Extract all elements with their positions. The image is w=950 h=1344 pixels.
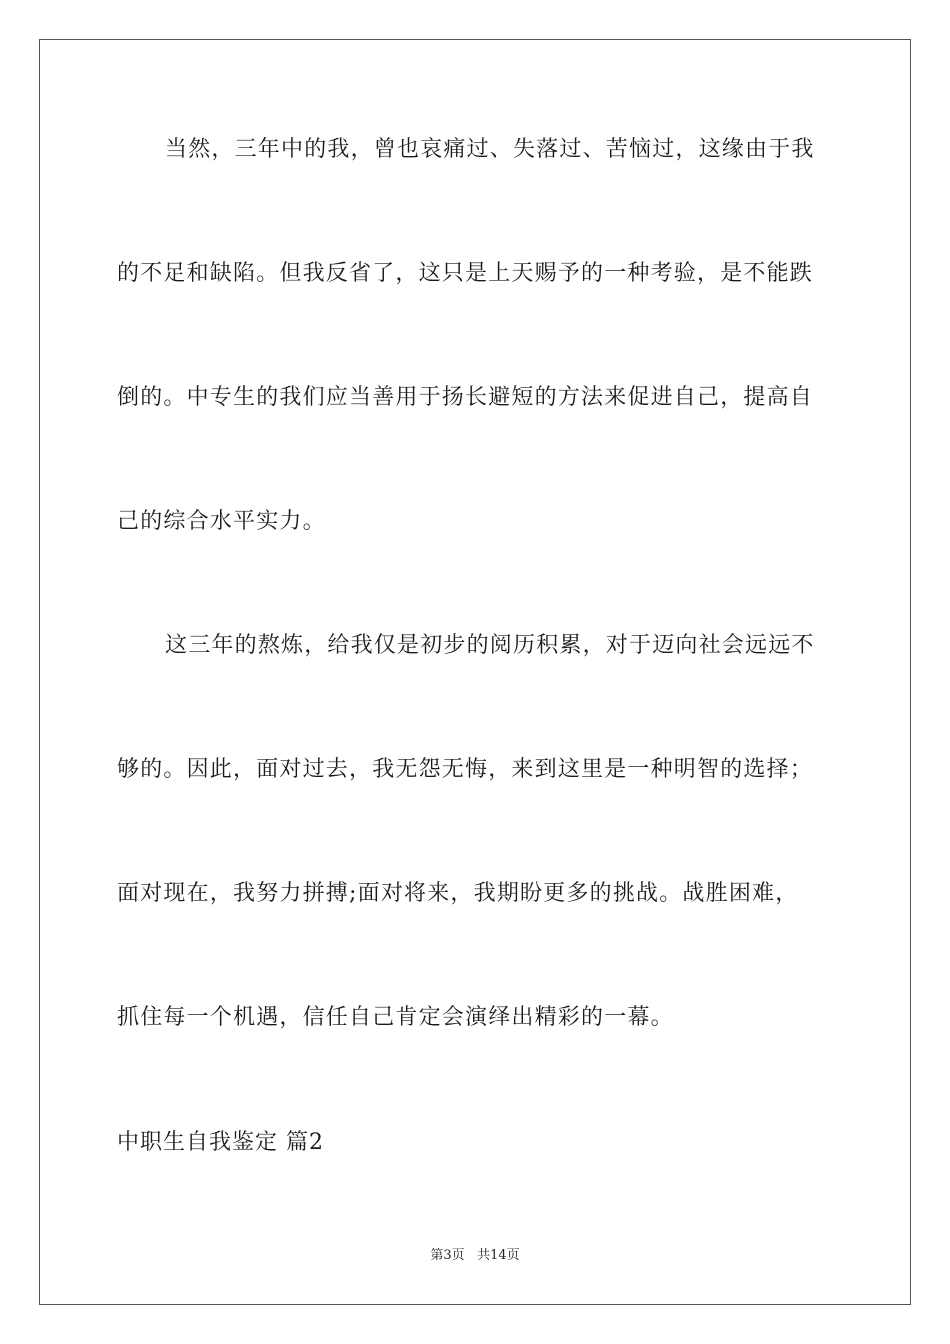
section-heading: 中职生自我鉴定 篇2 — [117, 1130, 324, 1155]
paragraph-line: 面对现在，我努力拼搏;面对将来，我期盼更多的挑战。战胜困难， — [117, 881, 799, 906]
paragraph-line: 够的。因此，面对过去，我无怨无悔，来到这里是一种明智的选择； — [117, 757, 814, 782]
current-page-label: 第3页 — [430, 1248, 465, 1263]
total-pages-label: 共14页 — [477, 1248, 520, 1263]
paragraph-line: 己的综合水平实力。 — [117, 509, 326, 534]
paragraph-line: 这三年的熬炼，给我仅是初步的阅历积累，对于迈向社会远远不 — [165, 633, 815, 658]
paragraph-line: 倒的。中专生的我们应当善用于扬长避短的方法来促进自己，提高自 — [117, 385, 814, 410]
page-border — [39, 39, 911, 1305]
paragraph-line: 的不足和缺陷。但我反省了，这只是上天赐予的一种考验，是不能跌 — [117, 261, 814, 286]
paragraph-line: 当然，三年中的我，曾也哀痛过、失落过、苦恼过，这缘由于我 — [165, 137, 815, 162]
page-footer — [0, 1247, 950, 1265]
paragraph-line: 抓住每一个机遇，信任自己肯定会演绎出精彩的一幕。 — [117, 1005, 674, 1030]
